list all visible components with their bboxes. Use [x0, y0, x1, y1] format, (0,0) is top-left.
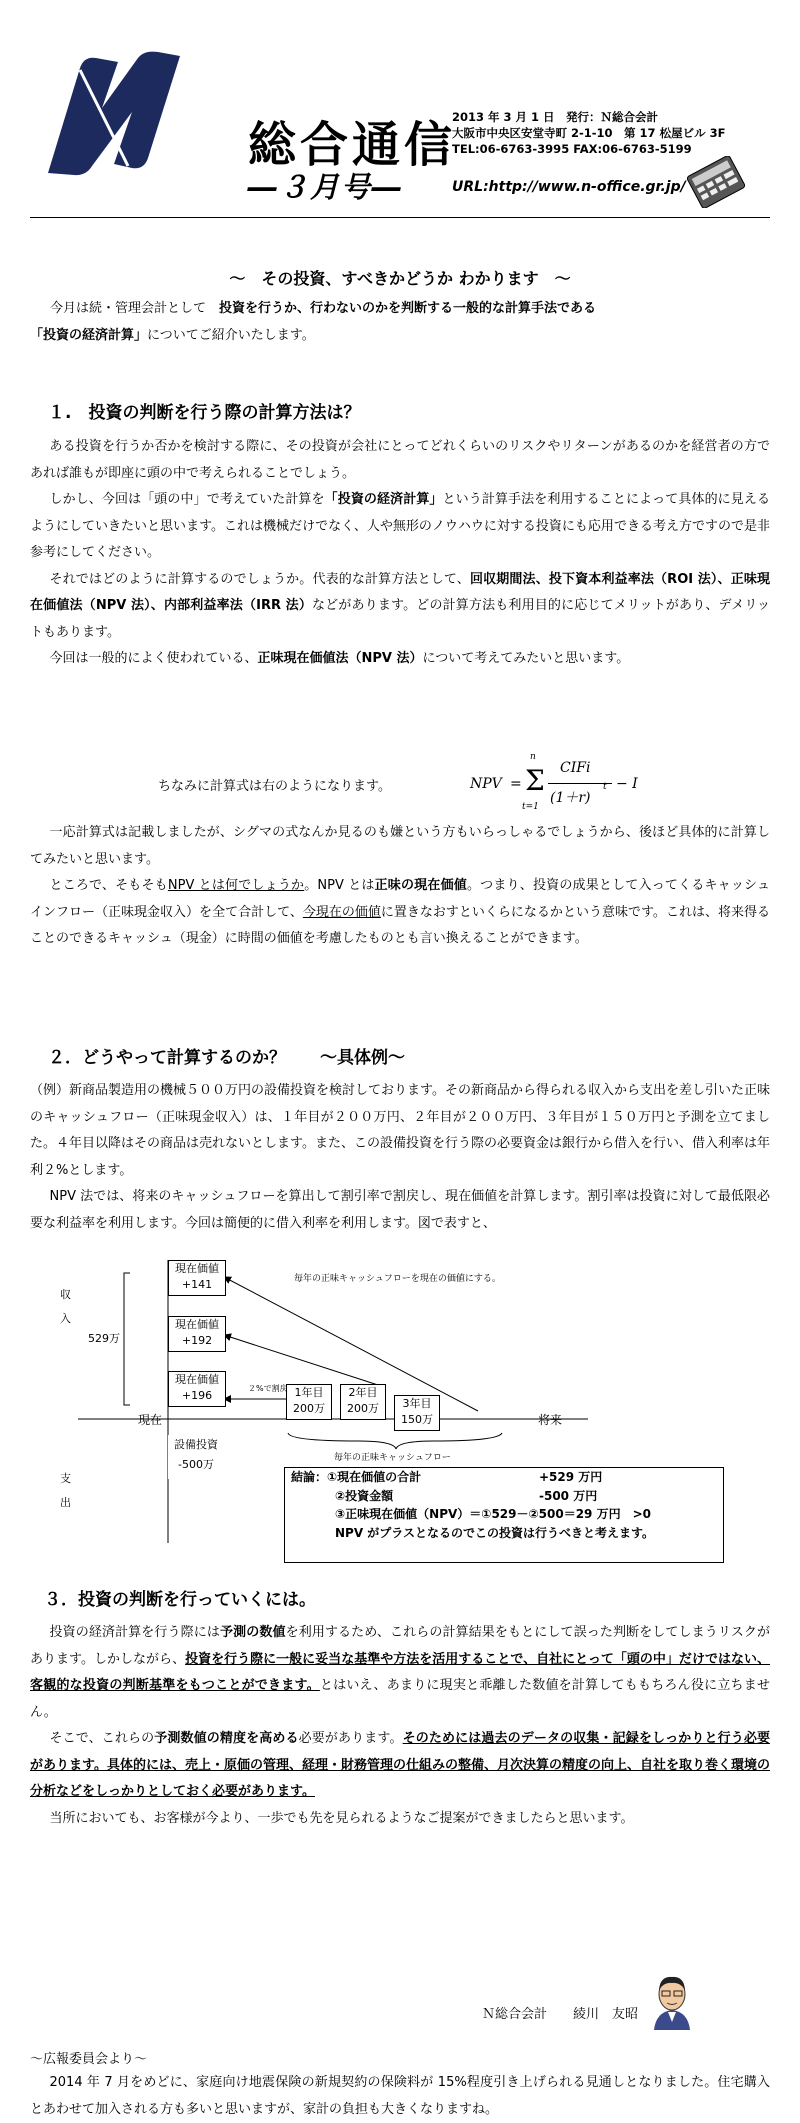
address: 大阪市中央区安堂寺町 2-1-10 第 17 松屋ビル 3F	[452, 126, 726, 140]
discount-note: ２%で割戻	[248, 1384, 288, 1393]
publish-date: 2013 年 3 月 1 日 発行：Ｎ総合会計	[452, 110, 659, 124]
s3-paragraph3: 当所においても、お客様が今より、一歩でも先を見られるようなご提案ができましたらと思います。	[49, 1810, 634, 1826]
calculator-icon	[686, 156, 746, 208]
n-logo	[40, 48, 190, 178]
author-avatar-icon	[650, 1972, 694, 2030]
section3-body	[30, 1620, 770, 1832]
conclusion-box: 結論：①現在価値の合計 +529 万円 ②投資金額 -500 万円 ③正味現在価値（NPV）＝①529－②500＝29 万円 >0 NPV がプラスとなるのでこの投資は行うべきと考えます。	[284, 1467, 724, 1563]
s3-paragraph2: そこで、これらの予測数値の精度を高める必要があります。そのためには過去のデータの収集・記録をしっかりと行う必要があります。具体的には、売上・原価の管理、経理・財務管理の仕組みの整備、月次決算の精度の向上、自社を取り巻く環境の分析などをしっかりとしておく必要があります。	[30, 1731, 770, 1799]
pv-note: 毎年の正味キャッシュフローを現在の価値にする。	[294, 1274, 501, 1284]
s3-paragraph1: 投資の経済計算を行う際には予測の数値を利用するため、これらの計算結果をもとにして誤った判断をしてしまうリスクがあります。しかしながら、投資を行う際に一般に妥当な基準や方法を活用することで、自社にとって「頭の中」だけではない、客観的な投資の判断基準をもつことができます。とはいえ、あまりに現実と乖離した数値を計算してももちろん役に立ちません。	[30, 1625, 771, 1720]
section2-title: ２．どうやって計算するのか？ ～具体例～	[48, 1048, 405, 1068]
koho-text: 2014 年 7 月をめどに、家庭向け地震保険の新規契約の保険料が 15%程度引き上げられる見通しとなりました。住宅購入とあわせて加入される方も多いと思いますが、家計の負担も大きくなりますね。	[30, 2075, 770, 2117]
pv-box-2: 現在価値 +192	[168, 1316, 226, 1352]
s2-paragraph2: NPV 法では、将来のキャッシュフローを算出して割引率で割戻し、現在価値を計算します。割引率は投資に対して最低限必要な利益率を利用します。今回は簡便的に借入利率を利用します。図で表すと、	[30, 1189, 770, 1231]
publisher-info	[452, 109, 725, 157]
s2-paragraph1: （例）新商品製造用の機械５００万円の設備投資を検討しております。その新商品から得られる収入から支出を差し引いた正味のキャッシュフロー（正味現金収入）は、１年目が２００万円、２年目が２００万円、３年目が１５０万円と予測を立てました。４年目以降はその商品は売れないとします。また、この設備投資を行う際の必要資金は銀行から借入を行い、借入利率は年利２%とします。	[30, 1083, 770, 1178]
expense-label: 支 出	[60, 1472, 71, 1509]
pv-box-3: 現在価値 +196	[168, 1371, 226, 1407]
masthead-title: 総合通信	[248, 117, 457, 173]
year3-box: 3年目 150万	[394, 1395, 440, 1431]
npv-formula: NPV = n Σ t=1 CIFi (1＋r) t − I	[470, 752, 638, 812]
pv-box-1: 現在価値 +141	[168, 1260, 226, 1296]
investment-box: 設備投資 -500万	[168, 1435, 224, 1479]
section1-title: １. 投資の判断を行う際の計算方法は？	[48, 403, 361, 423]
s1-paragraph5: 一応計算式は記載しましたが、シグマの式なんか見るのも嫌という方もいらっしゃるでしょうから、後ほど具体的に計算してみたいと思います。	[30, 825, 770, 867]
year1-box: 1年目 200万	[286, 1384, 332, 1420]
s1-paragraph4: 今回は一般的によく使われている、正味現在価値法（NPV 法）について考えてみたいと思います。	[49, 651, 630, 666]
section1-body2	[30, 820, 770, 953]
koho-title: ～広報委員会より～	[30, 2052, 148, 2067]
income-label: 収 入	[60, 1288, 71, 1325]
s1-paragraph2: しかし、今回は「頭の中」で考えていた計算を「投資の経済計算」という計算手法を利用することによって具体的に見えるようにしていきたいと思います。これは機械だけでなく、人や無形のノウハウに対する投資にも応用できる考え方ですので是非参考にしてください。	[30, 492, 770, 560]
intro-paragraph: 今月は続・管理会計として 投資を行うか、行わないのかを判断する一般的な計算手法である 「投資の経済計算」についてご紹介いたします。	[30, 301, 597, 343]
annual-cf-label: 毎年の正味キャッシュフロー	[334, 1453, 451, 1463]
now-label: 現在	[138, 1413, 163, 1427]
s1-paragraph3: それではどのように計算するのでしょうか。代表的な計算方法として、回収期間法、投下資本利益率法（ROI 法）、正味現在価値法（NPV 法）、内部利益率法（IRR 法）などがあります。どの計算方法も利用目的に応じてメリットがあり、デメリットもあります。	[30, 571, 770, 640]
headline: ～ その投資、すべきかどうか わかります ～	[229, 269, 571, 288]
total-label: 529万	[88, 1332, 120, 1345]
signature: Ｎ総合会計 綾川 友昭	[482, 2007, 639, 2022]
year2-box: 2年目 200万	[340, 1384, 386, 1420]
future-label: 将来	[538, 1413, 563, 1427]
section2-body	[30, 1078, 770, 1237]
issue-label: ―３月号―	[248, 170, 404, 204]
section3-title: ３．投資の判断を行っていくには。	[44, 1590, 316, 1610]
website-url[interactable]: URL:http://www.n-office.gr.jp/	[452, 179, 686, 195]
s1-paragraph6: ところで、そもそもNPV とは何でしょうか。NPV とは正味の現在価値。つまり、投資の成果として入ってくるキャッシュインフロー（正味現金収入）を全て合計して、今現在の価値に置きなおすといくらになるかという意味です。これは、将来得ることのできるキャッシュ（現金）に時間の価値を考慮したものとも言い換えることができます。	[30, 878, 770, 946]
header-rule	[30, 217, 770, 218]
section1-body	[30, 434, 770, 673]
npv-diagram	[58, 1255, 738, 1565]
phone-fax: TEL:06-6763-3995 FAX:06-6763-5199	[452, 142, 692, 156]
formula-lead: ちなみに計算式は右のようになります。	[158, 779, 391, 794]
s1-paragraph1: ある投資を行うか否かを検討する際に、その投資が会社にとってどれくらいのリスクやリターンがあるのかを経営者の方であれば誰もが即座に頭の中で考えられることでしょう。	[30, 439, 770, 481]
